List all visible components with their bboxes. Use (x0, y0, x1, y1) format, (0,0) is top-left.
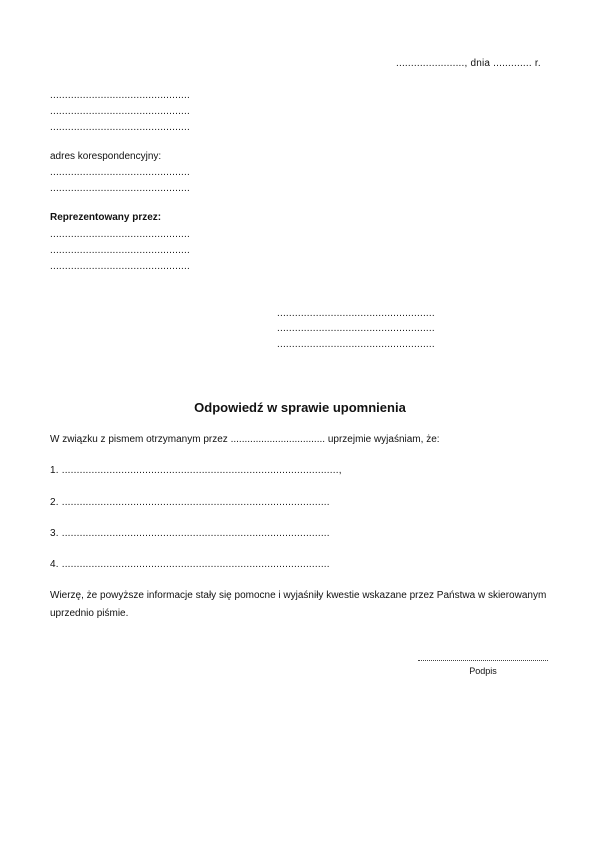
address-line-2: ............................................... (50, 183, 190, 194)
address-label: adres korespondencyjny: (50, 151, 162, 162)
signature-line (418, 660, 548, 661)
representative-label: Reprezentowany przez: (50, 212, 162, 223)
recipient-line-1: ..................................................... (277, 308, 435, 319)
address-line-1: ............................................... (50, 167, 190, 178)
point-1: 1. ............................................................................................., (50, 465, 342, 476)
sender-line-3: ............................................... (50, 122, 190, 133)
closing-paragraph: Wierzę, że powyższe informacje stały się pomocne i wyjaśniły kwestie wskazane przez Państwa w skierowanym uprzednio piśmie. (50, 590, 547, 619)
point-4: 4. .......................................................................................... (50, 559, 330, 570)
representative-line-3: ............................................... (50, 261, 190, 272)
representative-line-1: ............................................... (50, 229, 190, 240)
point-2: 2. .......................................................................................... (50, 497, 330, 508)
recipient-line-3: ..................................................... (277, 339, 435, 350)
document-title: Odpowiedź w sprawie upomnienia (194, 400, 406, 415)
sender-line-2: ............................................... (50, 106, 190, 117)
point-3: 3. .......................................................................................... (50, 528, 330, 539)
sender-line-1: ............................................... (50, 90, 190, 101)
place-date-line: ......................., dnia ............. r. (396, 58, 541, 69)
representative-line-2: ............................................... (50, 245, 190, 256)
intro-text: W związku z pismem otrzymanym przez .................................. uprzejmie wyjaśniam, że: (50, 434, 440, 445)
signature-label: Podpis (469, 666, 497, 676)
recipient-line-2: ..................................................... (277, 323, 435, 334)
